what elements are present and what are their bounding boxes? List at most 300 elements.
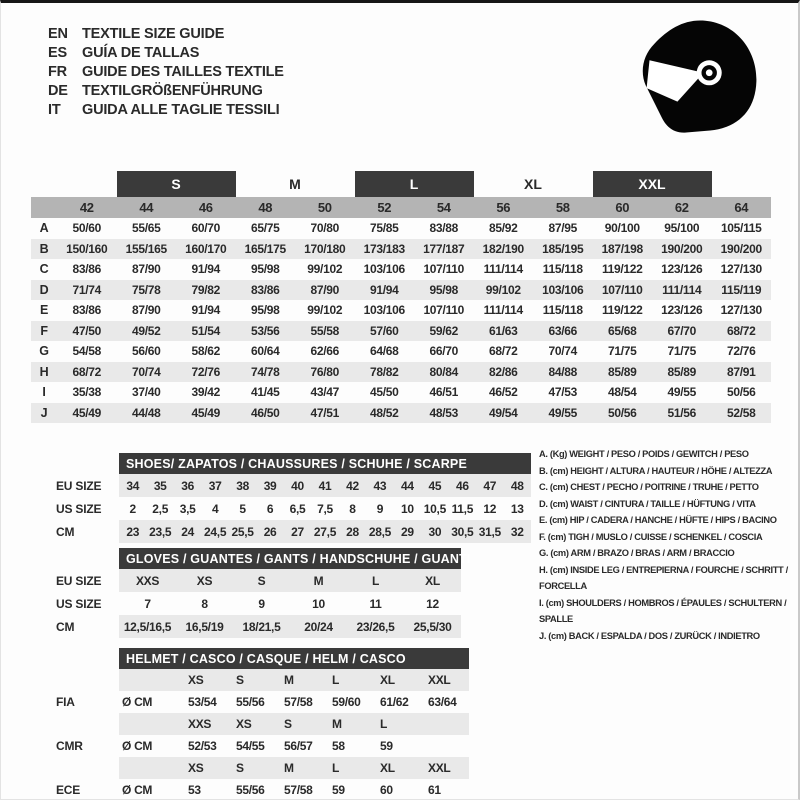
- legend-item: A. (Kg) WEIGHT / PESO / POIDS / GEWITCH / PESO: [539, 449, 749, 459]
- value-cell: 123/126: [661, 303, 703, 318]
- value-cell: 75/78: [131, 282, 161, 297]
- value-cell: 43: [366, 474, 393, 497]
- value-cell: 60/64: [250, 344, 280, 359]
- value-cell: XXS: [119, 569, 176, 592]
- value-cell: 64/68: [369, 344, 399, 359]
- helmet-icon-graphic: [629, 15, 774, 145]
- value-cell: 177/187: [423, 241, 465, 256]
- value-cell: 61/62: [380, 695, 409, 709]
- value-cell: 58/62: [191, 344, 221, 359]
- value-cell: 32: [504, 520, 531, 543]
- value-cell: 127/130: [720, 303, 762, 318]
- value-cell: 45: [421, 474, 448, 497]
- language-code: EN: [48, 26, 68, 42]
- value-cell: 95/100: [664, 221, 700, 236]
- value-cell: 41: [311, 474, 338, 497]
- legend-item: B. (cm) HEIGHT / ALTURA / HAUTEUR / HÖHE / ALTEZZA: [539, 465, 773, 476]
- value-cell: 40: [284, 474, 311, 497]
- value-cell: 38: [229, 474, 256, 497]
- standard-label-cell: FIA: [56, 695, 75, 709]
- language-title: GUIDA ALLE TAGLIE TESSILI: [82, 102, 280, 118]
- size-header-cell: 54: [436, 200, 451, 215]
- value-cell: 70/74: [548, 344, 578, 359]
- size-header-cell: XXL: [421, 757, 469, 779]
- size-row: [31, 497, 531, 520]
- value-cell: 52/58: [726, 405, 756, 420]
- value-cell: 87/95: [548, 221, 578, 236]
- textile-measurement-rows: [31, 218, 771, 423]
- row-label-cell: EU SIZE: [56, 478, 102, 493]
- value-cell: 54/58: [72, 344, 102, 359]
- value-cell: 6,5: [289, 501, 306, 516]
- value-cell: 25,5: [229, 520, 256, 543]
- measurement-row: [31, 403, 771, 424]
- value-cell: 4: [211, 501, 219, 516]
- value-cell: 44: [394, 474, 421, 497]
- value-cell: 44/48: [131, 405, 161, 420]
- value-cell: 90/100: [604, 221, 640, 236]
- value-cell: 3,5: [179, 501, 196, 516]
- row-label-cell: C: [39, 262, 49, 277]
- size-header-cell: S: [229, 669, 277, 691]
- value-cell: 18/21,5: [233, 615, 290, 638]
- size-header-cell: XXL: [421, 669, 469, 691]
- value-cell: 24,5: [201, 520, 228, 543]
- size-header-cell: 44: [139, 200, 154, 215]
- value-cell: 57/58: [284, 695, 313, 709]
- size-header-cell: 58: [555, 200, 570, 215]
- value-cell: 54/55: [236, 739, 265, 753]
- value-cell: 170/180: [304, 241, 346, 256]
- value-cell: 65/75: [250, 221, 280, 236]
- value-cell: 62/66: [310, 344, 340, 359]
- size-group-header-row: [31, 171, 771, 197]
- value-cell: 39/42: [191, 385, 221, 400]
- gloves-table-title-bar: GLOVES / GUANTES / GANTS / HANDSCHUHE / GUANTI: [119, 548, 461, 569]
- value-cell: 47: [476, 474, 503, 497]
- value-cell: 160/170: [185, 241, 227, 256]
- value-cell: 49/54: [488, 405, 518, 420]
- value-cell: 103/106: [363, 262, 405, 277]
- row-label-cell: E: [39, 303, 49, 318]
- value-cell: 29: [394, 520, 421, 543]
- value-cell: 53/54: [188, 695, 217, 709]
- value-cell: 74/78: [250, 364, 280, 379]
- size-header-cell: 60: [615, 200, 630, 215]
- value-cell: 83/86: [72, 303, 102, 318]
- value-cell: 16,5/19: [176, 615, 233, 638]
- standard-label-cell: ECE: [56, 783, 81, 797]
- value-cell: L: [347, 569, 404, 592]
- value-cell: 70/74: [131, 364, 161, 379]
- value-cell: 187/198: [601, 241, 643, 256]
- language-row: [48, 25, 284, 44]
- value-cell: 107/110: [423, 262, 465, 277]
- row-label-cell: [31, 669, 119, 691]
- row-label-cell: US SIZE: [56, 501, 102, 516]
- value-cell: 85/92: [488, 221, 518, 236]
- value-cell: 13: [510, 501, 524, 516]
- row-label-cell: [31, 757, 119, 779]
- value-cell: 55/65: [131, 221, 161, 236]
- value-cell: 7: [144, 596, 151, 611]
- value-cell: 50/56: [726, 385, 756, 400]
- value-cell: 68/72: [488, 344, 518, 359]
- measurement-row: [31, 341, 771, 362]
- helmet-size-table: [31, 648, 469, 800]
- value-cell: 11,5: [451, 501, 474, 516]
- value-cell: 23/26,5: [347, 615, 404, 638]
- value-cell: 55/56: [236, 783, 265, 797]
- value-cell: 66/70: [429, 344, 459, 359]
- value-cell: S: [233, 569, 290, 592]
- value-cell: 10: [312, 596, 325, 611]
- value-cell: 71/74: [72, 282, 102, 297]
- value-cell: 150/160: [66, 241, 108, 256]
- value-cell: 51/54: [191, 323, 221, 338]
- size-group-xxl: XXL: [593, 171, 712, 197]
- value-cell: 34: [119, 474, 146, 497]
- legend-item: E. (cm) HIP / CADERA / HANCHE / HÜFTE / HIPS / BACINO: [539, 515, 777, 525]
- shoes-rows: [31, 474, 531, 543]
- value-cell: 30,5: [449, 520, 476, 543]
- value-cell: 91/94: [191, 262, 221, 277]
- value-cell: 61: [428, 783, 441, 797]
- helmet-size-header-row: [31, 669, 469, 691]
- value-cell: 111/114: [662, 282, 702, 297]
- measurement-row: [31, 382, 771, 403]
- value-cell: 52/53: [188, 739, 217, 753]
- size-row: [31, 520, 531, 543]
- value-cell: 59/62: [429, 323, 459, 338]
- value-cell: 48/52: [369, 405, 399, 420]
- value-cell: 48: [504, 474, 531, 497]
- value-cell: 2: [129, 501, 136, 516]
- helmet-value-row: [31, 735, 469, 757]
- value-cell: 80/84: [429, 364, 459, 379]
- value-cell: 56/57: [284, 739, 313, 753]
- size-header-cell: 46: [198, 200, 213, 215]
- value-cell: 87/90: [131, 262, 161, 277]
- measurement-row: [31, 321, 771, 342]
- size-header-cell: 52: [377, 200, 392, 215]
- value-cell: 87/91: [726, 364, 756, 379]
- value-cell: 79/82: [191, 282, 221, 297]
- value-cell: 85/89: [667, 364, 697, 379]
- value-cell: 56/60: [131, 344, 161, 359]
- language-title: TEXTILGRÖßENFÜHRUNG: [82, 83, 263, 99]
- helmet-value-row: [31, 779, 469, 800]
- value-cell: 190/200: [661, 241, 703, 256]
- value-cell: 28: [339, 520, 366, 543]
- value-cell: 123/126: [661, 262, 703, 277]
- row-label-cell: US SIZE: [56, 596, 102, 611]
- value-cell: 76/80: [310, 364, 340, 379]
- value-cell: 47/51: [310, 405, 340, 420]
- size-header-cell: XL: [373, 669, 421, 691]
- language-code: ES: [48, 45, 67, 61]
- measurement-row: [31, 362, 771, 383]
- value-cell: 107/110: [423, 303, 465, 318]
- size-header-cell: M: [277, 669, 325, 691]
- measurement-row: [31, 300, 771, 321]
- helmet-size-header-row: [31, 713, 469, 735]
- value-cell: 59: [380, 739, 393, 753]
- value-cell: 99/102: [307, 303, 343, 318]
- size-header-cell: L: [373, 713, 421, 735]
- value-cell: 7,5: [317, 501, 333, 516]
- value-cell: 63/64: [428, 695, 457, 709]
- value-cell: 36: [174, 474, 201, 497]
- value-cell: 95/98: [429, 282, 459, 297]
- size-header-cell: L: [325, 757, 373, 779]
- size-group-m: M: [289, 176, 301, 192]
- value-cell: 35/38: [72, 385, 102, 400]
- numeric-size-header-row: [31, 197, 771, 218]
- value-cell: 8: [349, 501, 356, 516]
- size-header-cell: 50: [317, 200, 332, 215]
- value-cell: 107/110: [601, 282, 643, 297]
- value-cell: [421, 735, 469, 757]
- value-cell: 111/114: [483, 303, 523, 318]
- size-row: [31, 615, 461, 638]
- legend-item: I. (cm) SHOULDERS / HOMBROS / ÉPAULES / SCHULTERN / SPALLE: [539, 597, 787, 624]
- value-cell: 105/115: [720, 221, 762, 236]
- value-cell: 155/165: [125, 241, 167, 256]
- legend-item: D. (cm) WAIST / CINTURA / TAILLE / HÜFTUNG / VITA: [539, 498, 756, 509]
- helmet-size-header-row: [31, 757, 469, 779]
- size-group-l: L: [355, 171, 474, 197]
- value-cell: 75/85: [369, 221, 399, 236]
- language-title: GUIDE DES TAILLES TEXTILE: [82, 64, 284, 80]
- value-cell: 99/102: [307, 262, 343, 277]
- size-header-cell: S: [229, 757, 277, 779]
- value-cell: 103/106: [542, 282, 584, 297]
- value-cell: 55/58: [310, 323, 340, 338]
- value-cell: 61/63: [488, 323, 518, 338]
- row-label-cell: F: [40, 323, 48, 338]
- legend-item: G. (cm) ARM / BRAZO / BRAS / ARM / BRACCIO: [539, 548, 735, 558]
- value-cell: 87/90: [310, 282, 340, 297]
- shoes-table-title-bar: SHOES/ ZAPATOS / CHAUSSURES / SCHUHE / SCARPE: [119, 453, 531, 474]
- value-cell: 23: [119, 520, 146, 543]
- value-cell: 115/119: [721, 282, 762, 297]
- value-cell: 46/52: [488, 385, 518, 400]
- textile-size-table: [31, 171, 771, 423]
- value-cell: 6: [266, 501, 274, 516]
- value-cell: 50/60: [72, 221, 102, 236]
- row-label-cell: EU SIZE: [56, 573, 102, 588]
- value-cell: 51/56: [667, 405, 697, 420]
- diameter-label-cell: Ø CM: [122, 695, 153, 709]
- value-cell: 11: [369, 596, 382, 611]
- value-cell: 83/86: [250, 282, 280, 297]
- value-cell: 72/76: [191, 364, 221, 379]
- value-cell: 72/76: [726, 344, 756, 359]
- value-cell: XS: [176, 569, 233, 592]
- row-label-cell: D: [39, 282, 49, 297]
- value-cell: 57/58: [284, 783, 313, 797]
- size-header-cell: 48: [258, 200, 273, 215]
- size-header-cell: 42: [79, 200, 94, 215]
- legend-item: J. (cm) BACK / ESPALDA / DOS / ZURÜCK / INDIETRO: [539, 630, 760, 641]
- gloves-size-table: [31, 548, 471, 638]
- value-cell: 31,5: [476, 520, 503, 543]
- value-cell: 12: [426, 596, 439, 611]
- row-label-cell: [31, 713, 119, 735]
- value-cell: 46/50: [250, 405, 280, 420]
- measurement-row: [31, 218, 771, 239]
- language-code: IT: [48, 102, 61, 118]
- value-cell: 60: [380, 783, 393, 797]
- value-cell: 99/102: [485, 282, 521, 297]
- value-cell: 43/47: [310, 385, 340, 400]
- value-cell: 41/45: [250, 385, 280, 400]
- value-cell: 48/54: [607, 385, 637, 400]
- value-cell: 83/88: [429, 221, 459, 236]
- value-cell: 37: [201, 474, 228, 497]
- value-cell: 27,5: [311, 520, 338, 543]
- value-cell: 37/40: [131, 385, 161, 400]
- value-cell: 53: [188, 783, 201, 797]
- value-cell: 87/90: [131, 303, 161, 318]
- language-row: [48, 101, 284, 120]
- value-cell: 83/86: [72, 262, 102, 277]
- value-cell: 25,5/30: [404, 615, 461, 638]
- value-cell: XL: [404, 569, 461, 592]
- value-cell: 8: [201, 596, 208, 611]
- value-cell: 59: [332, 783, 345, 797]
- gloves-rows: [31, 569, 461, 638]
- row-label-cell: H: [39, 364, 49, 379]
- size-header-cell: 62: [674, 200, 689, 215]
- size-header-cell: [421, 713, 469, 735]
- value-cell: 119/122: [601, 262, 643, 277]
- language-title: TEXTILE SIZE GUIDE: [82, 26, 225, 42]
- size-group-s: S: [117, 171, 236, 197]
- value-cell: 115/118: [542, 303, 583, 318]
- value-cell: 47/50: [72, 323, 102, 338]
- size-header-cell: XS: [181, 757, 229, 779]
- value-cell: 42: [339, 474, 366, 497]
- row-label-cell: J: [40, 405, 48, 420]
- value-cell: 46: [449, 474, 476, 497]
- value-cell: 111/114: [483, 262, 523, 277]
- legend-item: F. (cm) TIGH / MUSLO / CUISSE / SCHENKEL / COSCIA: [539, 531, 763, 542]
- size-header-cell: XS: [229, 713, 277, 735]
- value-cell: 59/60: [332, 695, 361, 709]
- row-label-cell: [31, 197, 57, 218]
- measurement-row: [31, 239, 771, 260]
- size-group-xl: XL: [524, 176, 542, 192]
- standard-label-cell: CMR: [56, 739, 83, 753]
- size-header-cell: XL: [373, 757, 421, 779]
- value-cell: 182/190: [482, 241, 524, 256]
- value-cell: 190/200: [720, 241, 762, 256]
- legend-item: H. (cm) INSIDE LEG / ENTREPIERNA / FOURCHE / SCHRITT / FORCELLA: [539, 564, 788, 591]
- value-cell: 5: [239, 501, 246, 516]
- spacer-cell: [119, 669, 181, 691]
- language-row: [48, 82, 284, 101]
- value-cell: 82/86: [488, 364, 518, 379]
- value-cell: 46/51: [429, 385, 459, 400]
- value-cell: 95/98: [250, 262, 280, 277]
- size-header-cell: 56: [496, 200, 511, 215]
- value-cell: 53/56: [250, 323, 280, 338]
- value-cell: 65/68: [607, 323, 637, 338]
- value-cell: 173/183: [363, 241, 405, 256]
- value-cell: 12,5/16,5: [119, 615, 176, 638]
- value-cell: 60/70: [191, 221, 221, 236]
- value-cell: 57/60: [369, 323, 399, 338]
- value-cell: 49/52: [131, 323, 161, 338]
- size-row: [31, 474, 531, 497]
- value-cell: 45/49: [72, 405, 102, 420]
- language-title: GUÍA DE TALLAS: [82, 45, 200, 61]
- value-cell: 68/72: [726, 323, 756, 338]
- value-cell: 30: [421, 520, 448, 543]
- value-cell: 23,5: [146, 520, 173, 543]
- value-cell: 48/53: [429, 405, 459, 420]
- value-cell: 49/55: [667, 385, 697, 400]
- language-code: DE: [48, 83, 68, 99]
- value-cell: 115/118: [542, 262, 583, 277]
- value-cell: 10: [401, 501, 414, 516]
- value-cell: 71/75: [667, 344, 697, 359]
- language-row: [48, 44, 284, 63]
- value-cell: 45/49: [191, 405, 221, 420]
- row-label-cell: CM: [56, 619, 75, 634]
- value-cell: 26: [256, 520, 283, 543]
- value-cell: 9: [376, 501, 384, 516]
- value-cell: 95/98: [250, 303, 280, 318]
- helmet-table-title-bar: HELMET / CASCO / CASQUE / HELM / CASCO: [119, 648, 469, 669]
- diameter-label-cell: Ø CM: [122, 783, 153, 797]
- value-cell: 91/94: [191, 303, 221, 318]
- value-cell: 24: [174, 520, 201, 543]
- value-cell: 50/56: [607, 405, 637, 420]
- value-cell: 165/175: [244, 241, 286, 256]
- value-cell: 84/88: [548, 364, 578, 379]
- value-cell: 49/55: [548, 405, 578, 420]
- value-cell: 12: [483, 501, 497, 516]
- size-row: [31, 569, 461, 592]
- language-code: FR: [48, 64, 67, 80]
- row-label-cell: A: [39, 221, 49, 236]
- value-cell: 70/80: [310, 221, 340, 236]
- spacer-cell: [119, 713, 181, 735]
- value-cell: 91/94: [369, 282, 399, 297]
- value-cell: 28,5: [366, 520, 393, 543]
- value-cell: 119/122: [601, 303, 643, 318]
- value-cell: 85/89: [607, 364, 637, 379]
- row-label-cell: I: [42, 385, 46, 400]
- value-cell: 103/106: [363, 303, 405, 318]
- measurement-row: [31, 280, 771, 301]
- size-header-cell: S: [277, 713, 325, 735]
- measurement-row: [31, 259, 771, 280]
- racing-helmet-icon: [629, 15, 774, 145]
- value-cell: 47/53: [548, 385, 578, 400]
- value-cell: 68/72: [72, 364, 102, 379]
- size-header-cell: L: [325, 669, 373, 691]
- size-header-cell: M: [277, 757, 325, 779]
- value-cell: 35: [146, 474, 173, 497]
- size-header-cell: M: [325, 713, 373, 735]
- row-label-cell: B: [39, 241, 49, 256]
- row-label-cell: G: [39, 344, 49, 359]
- helmet-value-row: [31, 691, 469, 713]
